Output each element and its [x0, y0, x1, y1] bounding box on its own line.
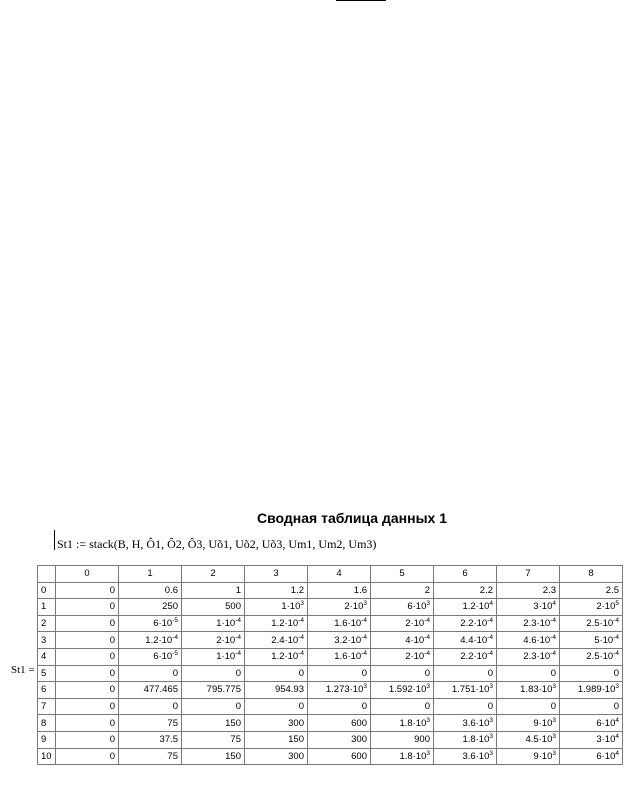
matrix-cell[interactable]: 0 — [119, 698, 182, 715]
matrix-label: St1 = — [11, 664, 35, 676]
matrix-cell[interactable]: 1.6 — [308, 582, 371, 599]
row-header: 8 — [38, 715, 56, 732]
matrix-cell[interactable]: 0 — [119, 665, 182, 682]
matrix-cell[interactable]: 2.2 — [434, 582, 497, 599]
matrix-cell[interactable]: $1.2\cdot 10^4$ — [434, 599, 497, 616]
matrix-cell[interactable]: 0 — [56, 682, 119, 699]
matrix-cell[interactable]: $2\cdot 10^{-4}$ — [182, 632, 245, 649]
column-header: 0 — [56, 566, 119, 583]
matrix-cell[interactable]: $1.273\cdot 10^3$ — [308, 682, 371, 699]
matrix-cell[interactable]: $4.4\cdot 10^{-4}$ — [434, 632, 497, 649]
matrix-cell[interactable]: $2.5\cdot 10^{-4}$ — [560, 648, 623, 665]
column-header: 5 — [371, 566, 434, 583]
row-header: 0 — [38, 582, 56, 599]
matrix-cell[interactable]: $1.592\cdot 10^3$ — [371, 682, 434, 699]
column-header: 8 — [560, 566, 623, 583]
matrix-cell[interactable]: 1 — [182, 582, 245, 599]
matrix-cell[interactable]: $4.6\cdot 10^{-4}$ — [497, 632, 560, 649]
matrix-cell[interactable]: $2.2\cdot 10^{-4}$ — [434, 615, 497, 632]
matrix-cell[interactable]: $3.6\cdot 10^3$ — [434, 748, 497, 765]
matrix-cell[interactable]: 250 — [119, 599, 182, 616]
matrix-cell[interactable]: 300 — [245, 748, 308, 765]
matrix-cell[interactable]: 0 — [56, 731, 119, 748]
matrix-row — [38, 665, 623, 682]
matrix-cell[interactable]: 0 — [182, 665, 245, 682]
matrix-cell[interactable]: 150 — [182, 748, 245, 765]
matrix-cell[interactable]: 0 — [308, 665, 371, 682]
matrix-cell[interactable]: 500 — [182, 599, 245, 616]
matrix-cell[interactable]: 0 — [245, 698, 308, 715]
matrix-cell[interactable]: 300 — [308, 731, 371, 748]
page-title: Сводная таблица данных 1 — [257, 510, 447, 526]
matrix-cell[interactable]: $2\cdot 10^{-4}$ — [371, 648, 434, 665]
matrix-cell[interactable]: $1.989\cdot 10^3$ — [560, 682, 623, 699]
matrix-row — [38, 648, 623, 665]
matrix-cell[interactable]: 300 — [245, 715, 308, 732]
matrix-cell[interactable]: $1.751\cdot 10^3$ — [434, 682, 497, 699]
matrix-cell[interactable]: $9\cdot 10^3$ — [497, 748, 560, 765]
matrix-cell[interactable]: 1.2 — [245, 582, 308, 599]
row-header: 9 — [38, 731, 56, 748]
matrix-cell[interactable]: 0 — [371, 698, 434, 715]
matrix-cell[interactable]: $2.3\cdot 10^{-4}$ — [497, 648, 560, 665]
matrix-cell[interactable]: $6\cdot 10^{-5}$ — [119, 648, 182, 665]
matrix-cell[interactable]: 0 — [434, 698, 497, 715]
matrix-cell[interactable]: 0 — [56, 648, 119, 665]
matrix-cell[interactable]: 0.6 — [119, 582, 182, 599]
matrix-cell[interactable]: 75 — [119, 715, 182, 732]
row-header: 5 — [38, 665, 56, 682]
matrix-cell[interactable]: 954.93 — [245, 682, 308, 699]
matrix-cell[interactable]: 0 — [56, 698, 119, 715]
matrix-cell[interactable]: $1.2\cdot 10^{-4}$ — [245, 615, 308, 632]
matrix-cell[interactable]: 0 — [371, 665, 434, 682]
matrix-cell[interactable]: 0 — [56, 748, 119, 765]
row-header: 2 — [38, 615, 56, 632]
matrix-cell[interactable]: 0 — [497, 698, 560, 715]
matrix-cell[interactable]: 0 — [56, 599, 119, 616]
matrix-cell[interactable]: $2.5\cdot 10^{-4}$ — [560, 615, 623, 632]
matrix-row — [38, 615, 623, 632]
matrix-cell[interactable]: 0 — [56, 632, 119, 649]
column-header: 7 — [497, 566, 560, 583]
matrix-cell[interactable]: $1.8\cdot 10^3$ — [434, 731, 497, 748]
matrix-cell[interactable]: 0 — [497, 665, 560, 682]
matrix-row — [38, 731, 623, 748]
matrix-cell[interactable]: 75 — [182, 731, 245, 748]
matrix-cell[interactable]: 150 — [245, 731, 308, 748]
column-header: 3 — [245, 566, 308, 583]
matrix-cell[interactable]: 0 — [56, 615, 119, 632]
matrix-cell[interactable]: $6\cdot 10^3$ — [371, 599, 434, 616]
matrix-cell[interactable]: $1.6\cdot 10^{-4}$ — [308, 615, 371, 632]
column-header: 4 — [308, 566, 371, 583]
matrix-cell[interactable]: $2.3\cdot 10^{-4}$ — [497, 615, 560, 632]
matrix-cell[interactable]: $3.6\cdot 10^3$ — [434, 715, 497, 732]
matrix-cell[interactable]: $6\cdot 10^4$ — [560, 715, 623, 732]
separator-line — [336, 0, 386, 1]
matrix-row — [38, 682, 623, 699]
matrix-cell[interactable]: $6\cdot 10^{-5}$ — [119, 615, 182, 632]
matrix-cell[interactable]: 795.775 — [182, 682, 245, 699]
matrix-cell[interactable]: 2.5 — [560, 582, 623, 599]
matrix-cell[interactable]: $1.2\cdot 10^{-4}$ — [119, 632, 182, 649]
matrix-cell[interactable]: 0 — [434, 665, 497, 682]
matrix-cell[interactable]: $2.2\cdot 10^{-4}$ — [434, 648, 497, 665]
matrix-cell[interactable]: 2 — [371, 582, 434, 599]
matrix-row — [38, 698, 623, 715]
matrix-cell[interactable]: $2\cdot 10^{-4}$ — [371, 615, 434, 632]
matrix-cell[interactable]: 0 — [56, 715, 119, 732]
matrix-cell[interactable]: $1.83\cdot 10^3$ — [497, 682, 560, 699]
matrix-row — [38, 748, 623, 765]
matrix-cell[interactable]: 150 — [182, 715, 245, 732]
row-header: 10 — [38, 748, 56, 765]
matrix-cell[interactable]: 600 — [308, 715, 371, 732]
row-header: 3 — [38, 632, 56, 649]
matrix-cell[interactable]: 75 — [119, 748, 182, 765]
row-header: 4 — [38, 648, 56, 665]
matrix-row — [38, 632, 623, 649]
matrix-row — [38, 582, 623, 599]
result-matrix[interactable] — [37, 565, 623, 765]
matrix-cell[interactable]: $1\cdot 10^{-4}$ — [182, 648, 245, 665]
matrix-body — [38, 582, 623, 765]
matrix-cell[interactable]: 900 — [371, 731, 434, 748]
row-header: 7 — [38, 698, 56, 715]
matrix-cell[interactable]: $1.8\cdot 10^3$ — [371, 748, 434, 765]
matrix-cell[interactable]: 0 — [560, 665, 623, 682]
matrix-cell[interactable]: $2\cdot 10^5$ — [560, 599, 623, 616]
matrix-cell[interactable]: $2.4\cdot 10^{-4}$ — [245, 632, 308, 649]
matrix-header-row — [38, 566, 623, 583]
column-header: 2 — [182, 566, 245, 583]
matrix-cell[interactable]: 0 — [245, 665, 308, 682]
matrix-cell[interactable]: $4.5\cdot 10^3$ — [497, 731, 560, 748]
matrix-cell[interactable]: $1.8\cdot 10^3$ — [371, 715, 434, 732]
matrix-cell[interactable]: $6\cdot 10^4$ — [560, 748, 623, 765]
matrix-cell[interactable]: $1\cdot 10^{-4}$ — [182, 615, 245, 632]
matrix-cell[interactable]: 37.5 — [119, 731, 182, 748]
matrix-cell[interactable]: $1\cdot 10^3$ — [245, 599, 308, 616]
matrix-row — [38, 599, 623, 616]
matrix-cell[interactable]: 0 — [308, 698, 371, 715]
matrix-row — [38, 715, 623, 732]
matrix-cell[interactable]: $1.2\cdot 10^{-4}$ — [245, 648, 308, 665]
matrix-cell[interactable]: 0 — [182, 698, 245, 715]
matrix-cell[interactable]: $3.2\cdot 10^{-4}$ — [308, 632, 371, 649]
matrix-corner — [38, 566, 56, 583]
matrix-cell[interactable]: 477.465 — [119, 682, 182, 699]
matrix-cell[interactable]: 0 — [56, 665, 119, 682]
formula-definition[interactable]: St1 := stack(B, H, Ô1, Ô2, Ô3, Uõ1, Uõ2, Uõ3, Um1, Um2, Um3) — [57, 537, 377, 551]
matrix-cell[interactable]: 600 — [308, 748, 371, 765]
column-header: 1 — [119, 566, 182, 583]
matrix-cell[interactable]: 2.3 — [497, 582, 560, 599]
matrix-cell[interactable]: $3\cdot 10^4$ — [497, 599, 560, 616]
matrix-cell[interactable]: 0 — [560, 698, 623, 715]
column-header: 6 — [434, 566, 497, 583]
text-cursor — [54, 530, 55, 550]
row-header: 1 — [38, 599, 56, 616]
matrix-cell[interactable]: $4\cdot 10^{-4}$ — [371, 632, 434, 649]
matrix-cell[interactable]: $9\cdot 10^3$ — [497, 715, 560, 732]
matrix-cell[interactable]: $5\cdot 10^{-4}$ — [560, 632, 623, 649]
row-header: 6 — [38, 682, 56, 699]
matrix-cell[interactable]: 0 — [56, 582, 119, 599]
matrix-cell[interactable]: $1.6\cdot 10^{-4}$ — [308, 648, 371, 665]
matrix-cell[interactable]: $2\cdot 10^3$ — [308, 599, 371, 616]
matrix-cell[interactable]: $3\cdot 10^4$ — [560, 731, 623, 748]
